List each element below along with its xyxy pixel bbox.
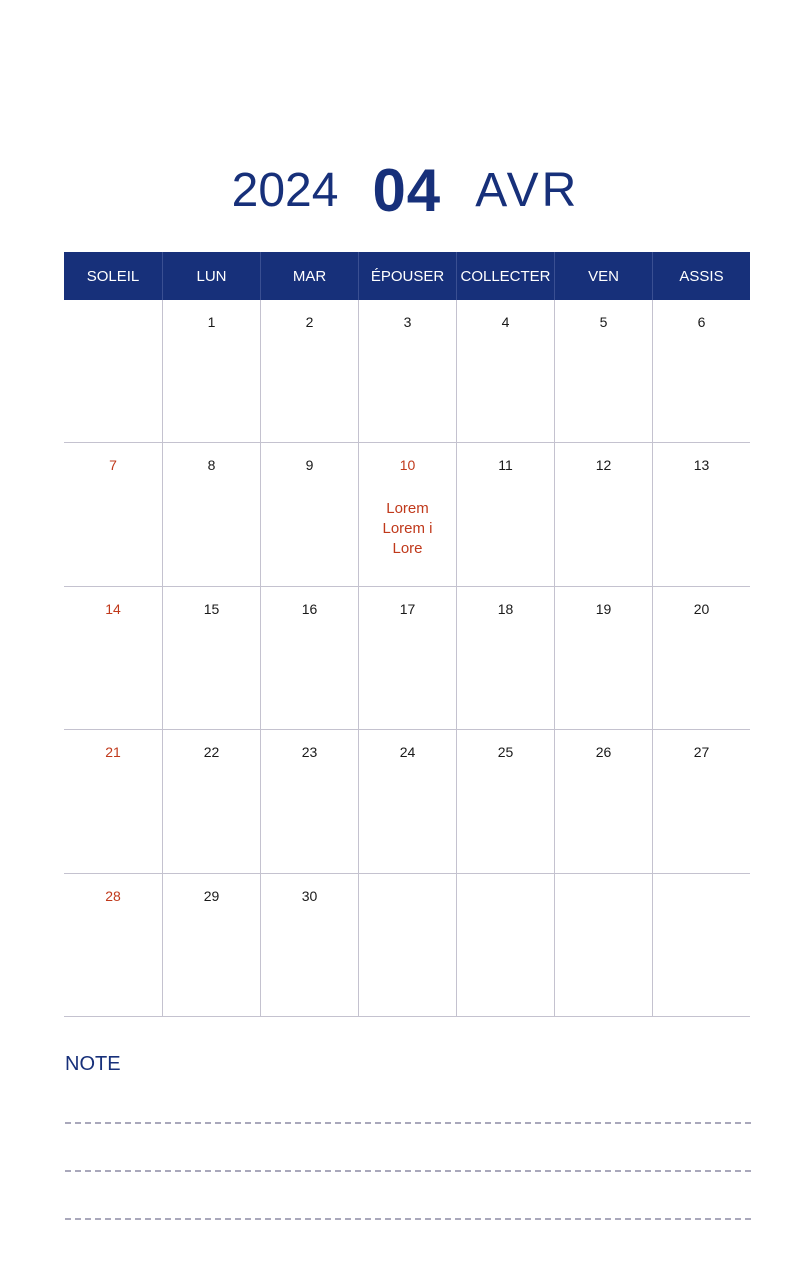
day-grid bbox=[64, 300, 750, 1017]
note-title: NOTE bbox=[65, 1053, 121, 1075]
day-cell bbox=[456, 443, 554, 586]
day-cell bbox=[554, 587, 652, 730]
title-month-name: AVR bbox=[475, 163, 580, 217]
day-cell bbox=[64, 300, 162, 443]
day-number: 28 bbox=[105, 887, 121, 904]
day-cell bbox=[358, 730, 456, 873]
day-cell bbox=[554, 730, 652, 873]
day-cell bbox=[162, 730, 260, 873]
day-cell bbox=[554, 300, 652, 443]
day-number: 13 bbox=[693, 457, 710, 474]
title-month-number: 04 bbox=[372, 156, 442, 224]
calendar-table bbox=[64, 252, 750, 1017]
day-number: 23 bbox=[301, 744, 318, 761]
day-cell bbox=[162, 300, 260, 443]
day-number: 4 bbox=[501, 314, 510, 330]
day-number: 18 bbox=[497, 600, 514, 617]
day-number: 17 bbox=[399, 600, 416, 617]
day-cell bbox=[64, 874, 162, 1017]
weekday-header-tue: MAR bbox=[260, 252, 358, 300]
day-number: 27 bbox=[693, 744, 710, 761]
day-cell bbox=[652, 874, 750, 1017]
day-cell bbox=[64, 443, 162, 586]
day-number: 10 bbox=[399, 457, 416, 474]
day-number: 15 bbox=[203, 600, 220, 617]
day-number: 5 bbox=[599, 314, 608, 330]
day-number: 1 bbox=[207, 314, 216, 330]
day-number: 6 bbox=[697, 314, 706, 330]
day-number: 25 bbox=[497, 744, 514, 761]
note-line bbox=[65, 1122, 751, 1124]
day-cell bbox=[652, 587, 750, 730]
day-number: 2 bbox=[305, 314, 314, 330]
weekday-header-sun: SOLEIL bbox=[86, 267, 140, 285]
day-number: 29 bbox=[203, 887, 220, 904]
day-cell bbox=[554, 874, 652, 1017]
weekday-header-wed: ÉPOUSER bbox=[358, 252, 456, 300]
day-number: 8 bbox=[207, 457, 216, 474]
day-number: 22 bbox=[203, 744, 220, 761]
day-number: 24 bbox=[399, 744, 416, 761]
day-number: 12 bbox=[595, 457, 612, 474]
day-cell bbox=[162, 443, 260, 586]
weekday-header-sat: ASSIS bbox=[652, 252, 750, 300]
day-cell bbox=[64, 587, 162, 730]
weekday-header-fri: VEN bbox=[554, 252, 652, 300]
day-number: 14 bbox=[105, 600, 121, 617]
day-cell bbox=[456, 587, 554, 730]
day-cell bbox=[456, 300, 554, 443]
weekday-header-mon: LUN bbox=[162, 252, 260, 300]
day-number: 26 bbox=[595, 744, 612, 761]
day-cell bbox=[358, 300, 456, 443]
day-cell bbox=[456, 874, 554, 1017]
calendar-title bbox=[0, 150, 811, 230]
day-cell bbox=[358, 443, 456, 586]
day-number: 21 bbox=[105, 744, 121, 761]
day-cell bbox=[260, 587, 358, 730]
day-cell bbox=[162, 587, 260, 730]
day-cell bbox=[260, 300, 358, 443]
day-number: 3 bbox=[403, 314, 412, 330]
note-line bbox=[65, 1218, 751, 1220]
day-cell bbox=[652, 443, 750, 586]
day-number: 20 bbox=[693, 600, 710, 617]
day-cell bbox=[554, 443, 652, 586]
note-line bbox=[65, 1170, 751, 1172]
title-year: 2024 bbox=[231, 163, 339, 217]
day-cell bbox=[652, 730, 750, 873]
day-cell bbox=[260, 443, 358, 586]
day-number: 16 bbox=[301, 600, 318, 617]
day-cell bbox=[260, 874, 358, 1017]
day-cell bbox=[652, 300, 750, 443]
day-cell bbox=[358, 587, 456, 730]
day-cell bbox=[260, 730, 358, 873]
day-number: 30 bbox=[301, 887, 318, 904]
day-number: 11 bbox=[498, 457, 513, 474]
day-number: 9 bbox=[305, 457, 314, 474]
event-text: Lorem Lorem i Lore bbox=[382, 500, 433, 558]
day-number: 7 bbox=[109, 457, 117, 474]
weekday-header-row bbox=[64, 252, 750, 300]
day-number: 19 bbox=[595, 600, 612, 617]
day-cell bbox=[456, 730, 554, 873]
day-cell bbox=[64, 730, 162, 873]
weekday-header-thu: COLLECTER bbox=[456, 252, 554, 300]
day-cell bbox=[358, 874, 456, 1017]
day-cell bbox=[162, 874, 260, 1017]
